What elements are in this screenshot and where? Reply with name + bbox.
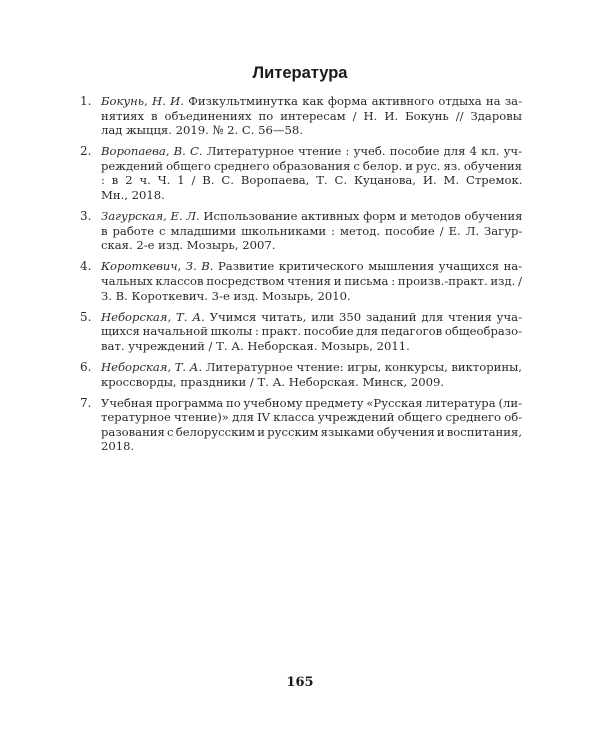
entry-author: Воропаева, В. С. <box>101 144 203 159</box>
entry-text: реждений общего среднего образования с белор. и рус. яз. обучения <box>101 158 522 173</box>
entry-number: 6. <box>80 360 92 374</box>
entry-line <box>101 94 522 109</box>
entry-line <box>101 123 522 138</box>
entry-line <box>101 173 522 188</box>
entry-number: 5. <box>80 309 92 324</box>
entry-line <box>101 324 522 339</box>
bibliography-entry <box>80 396 522 454</box>
page-number: 165 <box>286 675 314 690</box>
entry-line <box>101 159 522 174</box>
bibliography-entry <box>80 360 522 389</box>
entry-number: 4. <box>80 259 92 274</box>
bibliography-entry <box>80 94 522 138</box>
entry-author: Короткевич, З. В. <box>101 259 214 274</box>
entry-text: Физкультминутка как форма активного отдыха на за- <box>183 94 522 108</box>
entry-line <box>101 209 522 224</box>
entry-text: лад жыцця. 2019. № 2. С. 56—58. <box>101 123 303 138</box>
bibliography-entry <box>80 209 522 253</box>
bibliography-entry <box>80 310 522 354</box>
entry-line <box>101 439 522 454</box>
entry-text: тературное чтение)» для IV класса учреждений общего среднего об- <box>101 410 523 425</box>
entry-text: : в 2 ч. Ч. 1 / В. С. Воропаева, Т. С. Куцанова, И. М. Стремок. <box>101 173 523 188</box>
entry-line <box>101 188 522 203</box>
entry-text: Литературное чтение : учеб. пособие для 4 кл. уч- <box>202 144 522 159</box>
entry-text: 2018. <box>101 439 135 454</box>
entry-line <box>101 109 522 124</box>
entry-line <box>101 360 522 375</box>
entry-text: кроссворды, праздники / Т. А. Неборская. Минск, 2009. <box>101 374 445 389</box>
entry-line <box>101 410 522 425</box>
entry-line <box>101 425 522 440</box>
entry-line <box>101 289 522 304</box>
entry-text: Мн., 2018. <box>101 188 165 203</box>
entry-line <box>101 224 522 239</box>
entry-text: З. В. Короткевич. 3-е изд. Мозырь, 2010. <box>101 288 351 303</box>
bibliography-list <box>80 94 522 461</box>
entry-text: Развитие критического мышления учащихся на- <box>213 259 523 274</box>
entry-author: Неборская, Т. А. <box>101 360 203 374</box>
entry-number: 7. <box>80 395 92 410</box>
bibliography-entry <box>80 259 522 303</box>
entry-text: ват. учреждений / Т. А. Неборская. Мозырь, 2011. <box>101 338 410 353</box>
entry-author: Бокунь, Н. И. <box>101 94 184 108</box>
entry-line <box>101 396 522 411</box>
entry-author: Загурская, Е. Л. <box>101 209 200 224</box>
entry-text: ская. 2-е изд. Мозырь, 2007. <box>101 238 276 253</box>
entry-text: Литературное чтение: игры, конкурсы, викторины, <box>202 360 522 374</box>
entry-text: в работе с младшими школьниками : метод. пособие / Е. Л. Загур- <box>101 223 523 238</box>
entry-line <box>101 339 522 354</box>
page-title: Литература <box>252 64 348 82</box>
entry-line <box>101 238 522 253</box>
entry-line <box>101 144 522 159</box>
entry-text: нятиях в объединениях по интересам / Н. И. Бокунь // Здаровы <box>101 108 522 123</box>
entry-number: 1. <box>80 94 92 108</box>
entry-text: Учимся читать, или 350 заданий для чтения уча- <box>204 309 522 324</box>
entry-number: 2. <box>80 144 92 159</box>
entry-line <box>101 259 522 274</box>
entry-text: Использование активных форм и методов обучения <box>199 209 523 224</box>
entry-text: щихся начальной школы : практ. пособие для педагогов общеобразо- <box>101 324 522 339</box>
entry-number: 3. <box>80 209 92 224</box>
entry-text: Учебная программа по учебному предмету «Русская литература (ли- <box>101 395 522 410</box>
entry-line <box>101 310 522 325</box>
entry-line <box>101 375 522 390</box>
entry-text: разования с белорусским и русским языками обучения и воспитания, <box>101 424 522 439</box>
entry-author: Неборская, Т. А. <box>101 309 205 324</box>
entry-line <box>101 274 522 289</box>
bibliography-entry <box>80 144 522 202</box>
entry-text: чальных классов посредством чтения и письма : произв.-практ. изд. / <box>101 274 523 289</box>
